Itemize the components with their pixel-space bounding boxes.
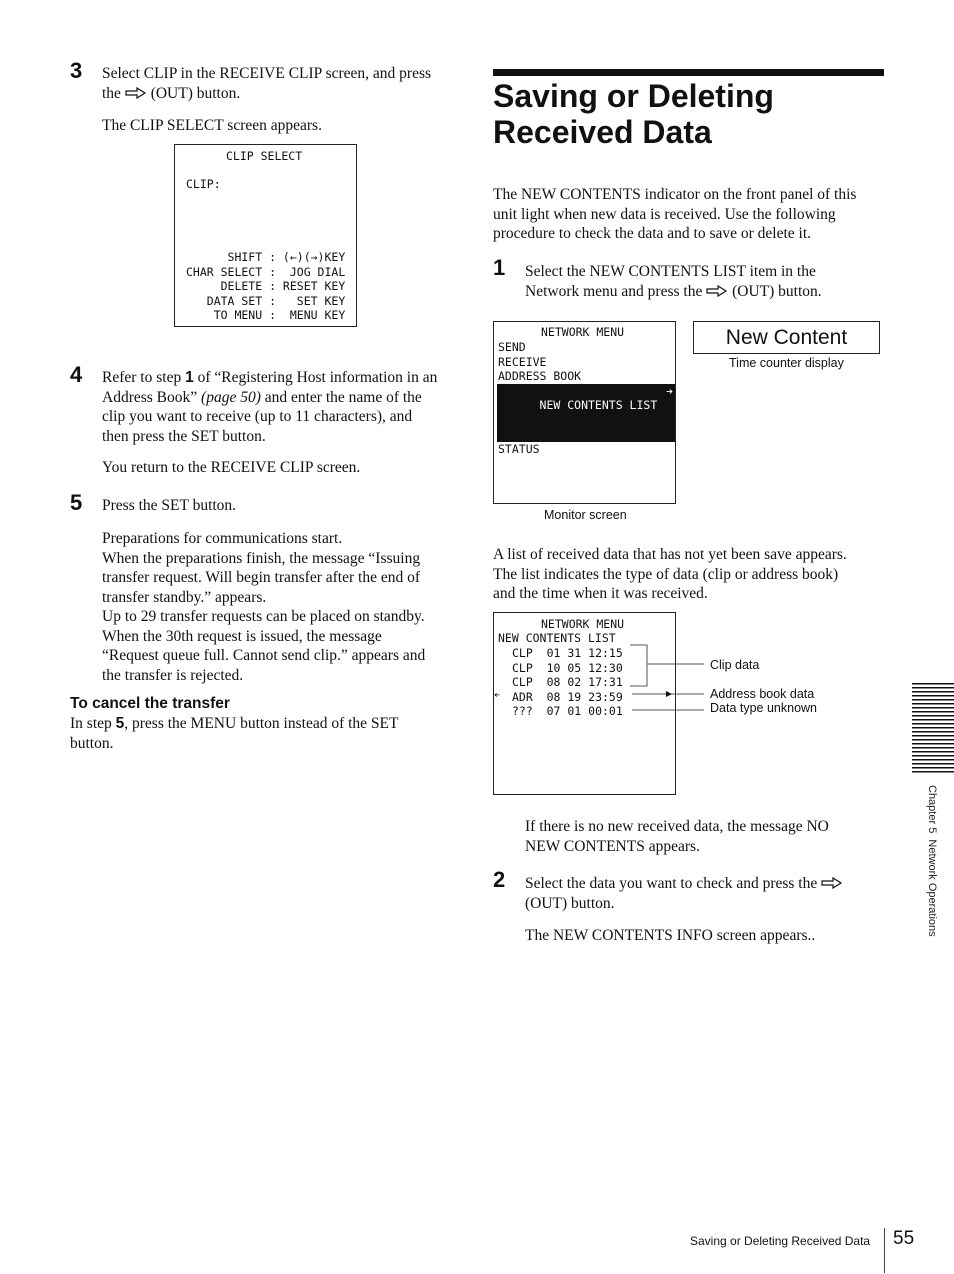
- text-line: (OUT) button.: [525, 894, 615, 912]
- key-guide-row: SHIFT : (←)(→)KEY: [186, 250, 346, 264]
- running-footer-title: Saving or Deleting Received Data: [690, 1234, 871, 1248]
- screen-subtitle: NEW CONTENTS LIST: [498, 631, 616, 645]
- text: button.: [70, 734, 114, 752]
- text: Select the data you want to check and press the: [525, 875, 818, 892]
- clip-select-screen: [174, 144, 357, 327]
- callout-lines: [620, 640, 710, 720]
- text-line: If there is no new received data, the message NO: [525, 818, 829, 835]
- text-line: (OUT) button.: [150, 84, 241, 102]
- step-2-result: The NEW CONTENTS INFO screen appears..: [525, 927, 816, 944]
- text: then press the SET button.: [102, 427, 266, 445]
- text: In step: [70, 715, 116, 732]
- step-3-text: [102, 64, 472, 103]
- out-arrow-icon: [706, 285, 728, 297]
- no-new-data-note: [525, 817, 885, 856]
- list-item[interactable]: CLP 08 02 17:31: [512, 675, 623, 689]
- menu-item-label: NEW CONTENTS LIST: [539, 398, 658, 412]
- text-line: NEW CONTENTS appears.: [525, 837, 700, 855]
- text-line: The list indicates the type of data (clip or address book): [493, 565, 839, 583]
- text-line: Select CLIP in the RECEIVE CLIP screen, and press: [102, 65, 432, 82]
- list-item[interactable]: CLP 01 31 12:15: [512, 646, 623, 660]
- step-5-notes: [102, 529, 472, 685]
- text-line: Up to 29 transfer requests can be placed on standby.: [102, 608, 425, 625]
- menu-item-address-book[interactable]: ADDRESS BOOK: [498, 369, 582, 383]
- menu-list: [497, 340, 675, 456]
- text-line: The NEW CONTENTS indicator on the front panel of this: [493, 186, 857, 203]
- callout-address-book-data: Address book data: [710, 687, 815, 701]
- selected-arrow-icon: ➔: [666, 383, 673, 398]
- chapter-tab-marker: [912, 683, 954, 775]
- time-counter-text: New Content: [725, 326, 848, 349]
- cancel-text: [70, 714, 470, 753]
- text: of “Registering Host information in an: [193, 369, 438, 386]
- callout-clip-data: Clip data: [710, 658, 760, 672]
- key-guide: [186, 250, 345, 323]
- list-item[interactable]: ADR 08 19 23:59: [512, 689, 623, 704]
- title-line: Received Data: [493, 114, 712, 150]
- contents-list: [512, 646, 623, 719]
- list-item[interactable]: ??? 07 01 00:01: [512, 704, 623, 718]
- clip-bracket-line: [630, 645, 647, 686]
- text: Address Book”: [102, 388, 202, 406]
- step-number: 4: [70, 362, 83, 387]
- intro-paragraph: [493, 185, 888, 244]
- page-number: 55: [893, 1228, 915, 1249]
- out-arrow-icon: [821, 877, 843, 889]
- text: Network menu and press the: [525, 282, 703, 300]
- step-5-text: Press the SET button.: [102, 497, 237, 514]
- text-line: procedure to check the data and to save or delete it.: [493, 225, 812, 242]
- cursor-arrow-icon: ➔: [494, 690, 501, 701]
- step-number: 3: [70, 58, 83, 83]
- text-line: unit light when new data is received. Use the following: [493, 205, 836, 223]
- step-3-result: The CLIP SELECT screen appears.: [102, 117, 322, 134]
- time-counter-caption: Time counter display: [729, 356, 844, 370]
- text-line: A list of received data that has not yet been save appears.: [493, 546, 847, 563]
- text-line: transfer standby.” appears.: [102, 588, 267, 606]
- key-guide-row: DELETE : RESET KEY: [186, 279, 346, 293]
- list-item[interactable]: CLP 10 05 12:30: [512, 660, 623, 675]
- cancel-heading: To cancel the transfer: [70, 695, 230, 712]
- step-4-text: [102, 368, 472, 446]
- text: clip you want to receive (up to 11 characters), and: [102, 408, 413, 425]
- step-4-result: You return to the RECEIVE CLIP screen.: [102, 459, 361, 476]
- title-rule: [493, 69, 884, 76]
- section-title: [493, 78, 774, 150]
- step-ref: 5: [115, 715, 125, 732]
- text: , press the MENU button instead of the SET: [124, 715, 399, 732]
- text-line: When the 30th request is issued, the message: [102, 627, 382, 645]
- text-line: Preparations for communications start.: [102, 530, 343, 547]
- step-1-text: [525, 262, 885, 301]
- text-line: “Request queue full. Cannot send clip.” appears and: [102, 647, 426, 664]
- address-arrow-icon: [666, 691, 672, 697]
- screen-title: NETWORK MENU: [541, 325, 625, 339]
- text-line: When the preparations finish, the message “Issuing: [102, 549, 421, 567]
- monitor-screen-caption: Monitor screen: [544, 508, 627, 522]
- network-menu-screen: [493, 321, 676, 504]
- chapter-side-label: Chapter 5 Network Operations: [926, 785, 938, 937]
- screen-title: NETWORK MENU: [541, 617, 625, 631]
- clip-label: CLIP:: [186, 177, 221, 191]
- text-line: the transfer is rejected.: [102, 666, 244, 684]
- key-guide-row: DATA SET : SET KEY: [186, 293, 346, 308]
- step-number: 2: [493, 867, 506, 892]
- callout-data-type-unknown: Data type unknown: [710, 701, 818, 715]
- menu-item-receive[interactable]: RECEIVE: [498, 354, 547, 369]
- footer-divider: [884, 1228, 885, 1273]
- text-line: Select the NEW CONTENTS LIST item in the: [525, 263, 816, 280]
- out-arrow-icon: [125, 87, 147, 99]
- text: and enter the name of the: [260, 388, 422, 406]
- text-line: transfer request. Will begin transfer after the end of: [102, 569, 420, 586]
- menu-item-send[interactable]: SEND: [498, 340, 526, 354]
- list-description: [493, 545, 893, 604]
- key-guide-row: CHAR SELECT : JOG DIAL: [186, 264, 346, 279]
- text: Refer to step: [102, 369, 186, 386]
- step-ref: 1: [185, 369, 194, 386]
- step-2-text: [525, 874, 885, 913]
- key-guide-row: TO MENU : MENU KEY: [186, 308, 346, 322]
- menu-item-status[interactable]: STATUS: [498, 441, 540, 456]
- text-line: and the time when it was received.: [493, 585, 708, 602]
- step-number: 1: [493, 255, 506, 280]
- title-line: Saving or Deleting: [493, 78, 774, 114]
- page-reference-link[interactable]: (page 50): [201, 388, 261, 406]
- screen-title: CLIP SELECT: [226, 149, 303, 163]
- time-counter-display: [693, 321, 880, 354]
- text: (OUT) button.: [732, 282, 822, 300]
- step-number: 5: [70, 490, 83, 515]
- menu-item-new-contents-list[interactable]: [497, 384, 675, 442]
- text-line: the: [102, 84, 121, 102]
